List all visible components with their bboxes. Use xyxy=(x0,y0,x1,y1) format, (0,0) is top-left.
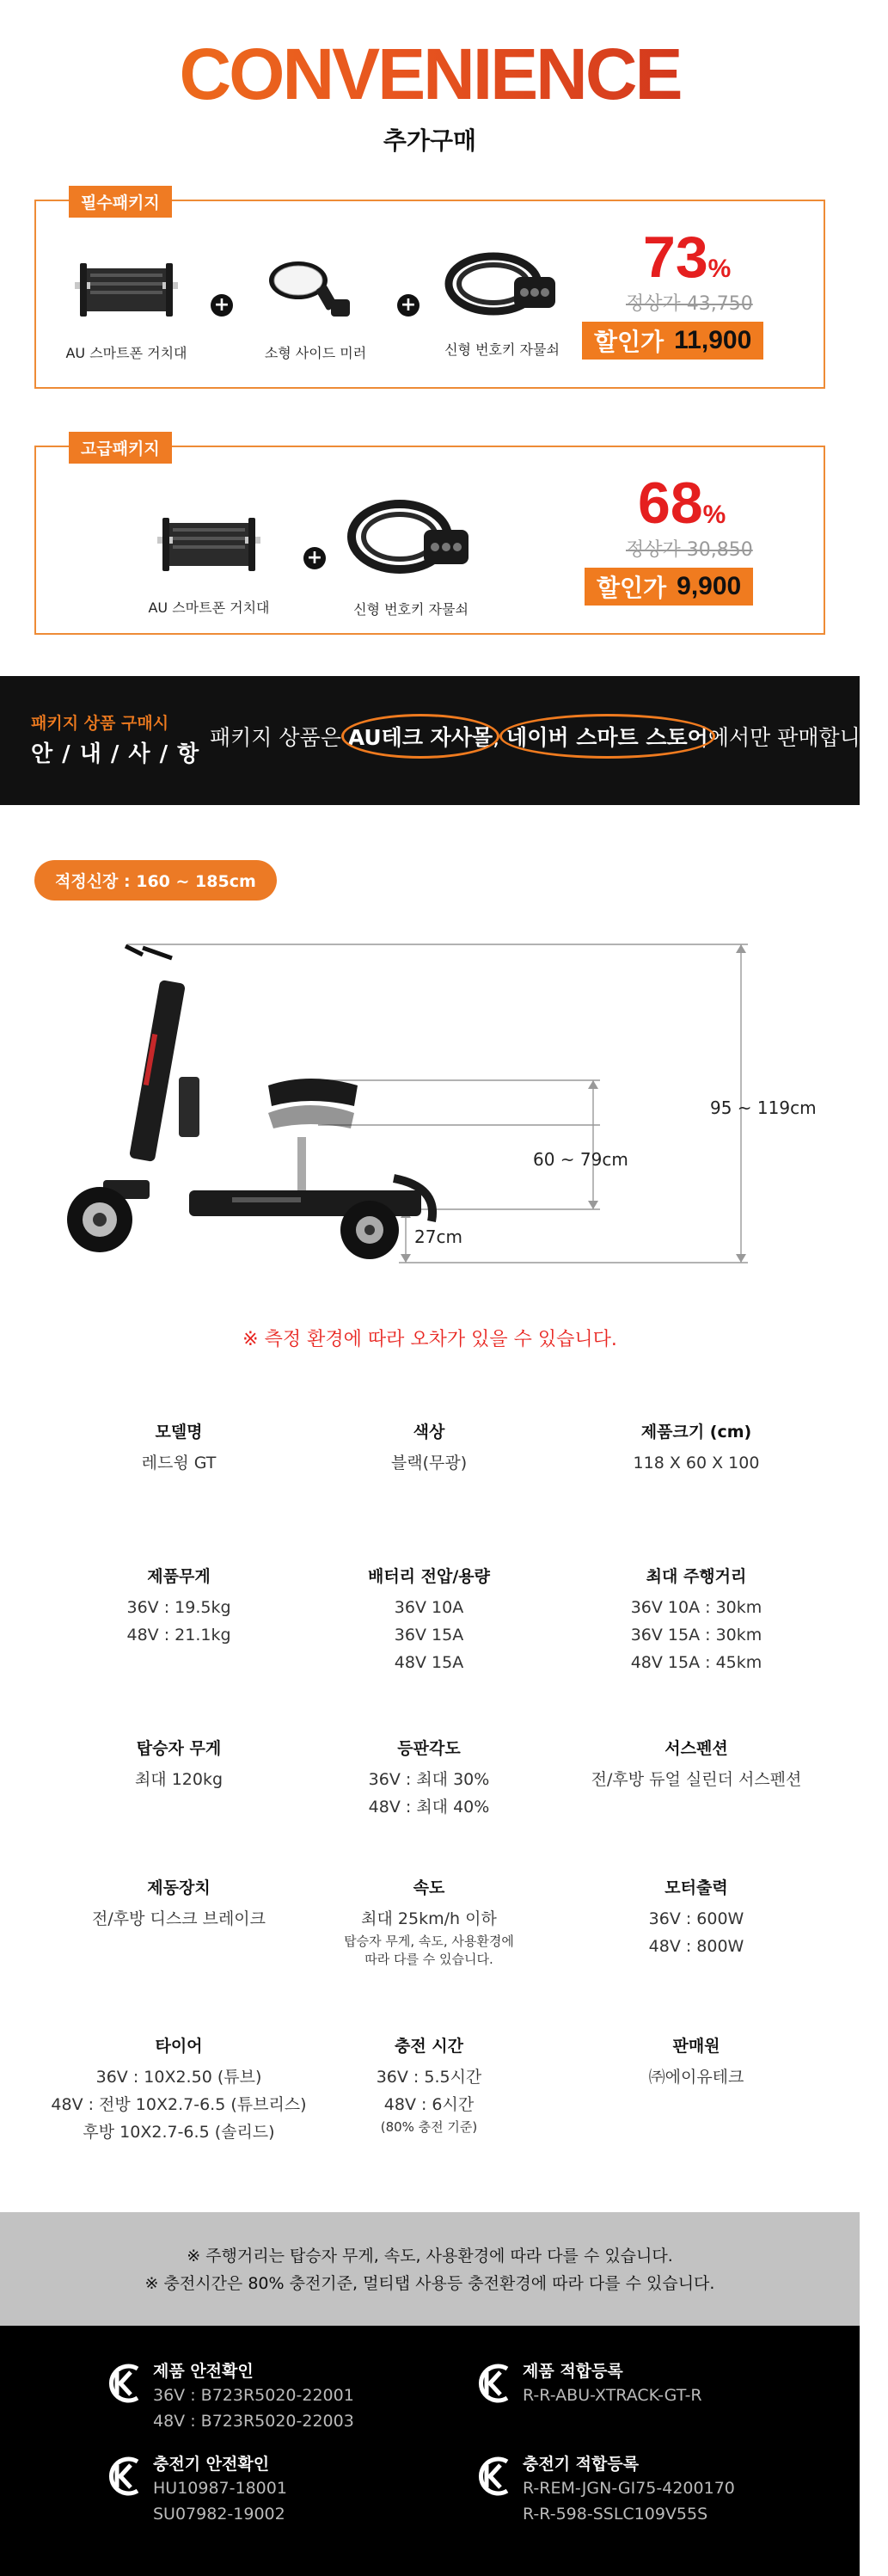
spec-value: 36V : 10X2.50 (튜브) xyxy=(95,2068,262,2087)
sale-label: 할인가 xyxy=(594,328,664,356)
spec-value: 최대 120kg xyxy=(134,1770,224,1789)
spec-item xyxy=(567,1564,825,1676)
package-item-name: 신형 번호키 자물쇠 xyxy=(444,341,560,358)
spec-title: 속도 xyxy=(413,1878,445,1897)
spec-item xyxy=(300,1736,558,1821)
discount-percent: % xyxy=(702,501,726,529)
spec-item xyxy=(50,1419,308,1477)
package-tag: 고급패키지 xyxy=(69,432,172,464)
kc-mark-icon xyxy=(103,2455,143,2498)
certification-footer xyxy=(0,2326,860,2576)
spec-item xyxy=(300,1875,558,1969)
cert-line: 36V : B723R5020-22001 xyxy=(153,2386,354,2405)
spec-title: 충전 시간 xyxy=(394,2037,464,2056)
spec-item xyxy=(50,1736,308,1793)
spec-value: 48V : 전방 10X2.7-6.5 (튜브리스) xyxy=(51,2095,307,2114)
package-item xyxy=(136,511,282,617)
cert-title: 충전기 적합등록 xyxy=(523,2455,640,2474)
spec-value: 36V 15A xyxy=(394,1626,464,1645)
package-essential xyxy=(34,194,825,389)
spec-title: 색상 xyxy=(413,1423,445,1442)
plus-icon: + xyxy=(211,294,233,317)
highlight-ring xyxy=(341,714,499,759)
kc-mark-icon xyxy=(473,2455,512,2498)
spec-value: 전/후방 듀얼 실린더 서스펜션 xyxy=(591,1770,802,1789)
spec-value: 48V 15A : 45km xyxy=(630,1653,762,1672)
package-item-name: 소형 사이드 미러 xyxy=(264,345,367,361)
cert-title: 충전기 안전확인 xyxy=(153,2455,270,2474)
discount-percent: % xyxy=(707,255,732,283)
spec-title: 최대 주행거리 xyxy=(646,1567,747,1586)
note-line: ※ 주행거리는 탑승자 무게, 속도, 사용환경에 따라 다를 수 있습니다. xyxy=(187,2247,673,2266)
spec-value: 36V 15A : 30km xyxy=(630,1626,762,1645)
sale-label: 할인가 xyxy=(597,574,667,602)
cable-lock-icon xyxy=(442,251,562,323)
spec-value: ㈜에이유테크 xyxy=(648,2068,744,2087)
notice-text-mid: , xyxy=(493,725,507,750)
deck-height-label: 27cm xyxy=(414,1227,462,1247)
spec-value: 후방 10X2.7-6.5 (솔리드) xyxy=(83,2123,275,2142)
spec-value: 48V : 21.1kg xyxy=(126,1626,231,1645)
package-item-name: AU 스마트폰 거치대 xyxy=(148,599,270,616)
spec-title: 탑승자 무게 xyxy=(136,1739,222,1758)
spec-value: 48V : 6시간 xyxy=(383,2095,475,2114)
kc-mark-icon xyxy=(103,2362,143,2405)
spec-item xyxy=(567,2033,825,2091)
spec-note: 탑승자 무게, 속도, 사용환경에 xyxy=(344,1934,514,1949)
discount-rate xyxy=(638,470,726,537)
page-title: CONVENIENCE xyxy=(0,33,860,116)
spec-value: 118 X 60 X 100 xyxy=(633,1454,760,1472)
plus-icon: + xyxy=(303,547,326,569)
spec-item xyxy=(300,1419,558,1477)
cert-line: R-R-598-SSLC109V55S xyxy=(523,2505,708,2524)
package-item xyxy=(242,256,389,362)
cert-line: R-R-ABU-XTRACK-GT-R xyxy=(523,2386,702,2405)
sale-price-box xyxy=(585,568,753,606)
kc-mark-icon xyxy=(473,2362,512,2405)
spec-title: 배터리 전압/용량 xyxy=(367,1567,491,1586)
cert-line: HU10987-18001 xyxy=(153,2479,287,2498)
cert-title: 제품 안전확인 xyxy=(153,2362,254,2381)
spec-value: 48V : 최대 40% xyxy=(368,1798,490,1817)
notes-band xyxy=(0,2212,860,2326)
notice-text-pre: 패키지 상품은 xyxy=(210,725,348,750)
spec-title: 모델명 xyxy=(155,1423,203,1442)
highlight-naver-store-text: 네이버 스마트 스토어 xyxy=(506,725,708,750)
spec-title: 제품무게 xyxy=(147,1567,211,1586)
spec-item xyxy=(50,1875,308,1933)
sale-price-box xyxy=(582,322,763,360)
spec-title: 등판각도 xyxy=(397,1739,461,1758)
total-height-label: 95 ~ 119cm xyxy=(710,1097,817,1118)
notice-heading: 패키지 상품 구매시 xyxy=(31,714,169,733)
spec-title: 타이어 xyxy=(155,2037,203,2056)
measurement-warning: ※ 측정 환경에 따라 오차가 있을 수 있습니다. xyxy=(242,1329,617,1350)
highlight-ring xyxy=(499,714,715,759)
seat-height-label: 60 ~ 79cm xyxy=(533,1149,628,1170)
spec-value: 36V : 600W xyxy=(648,1909,744,1928)
sale-price: 11,900 xyxy=(674,326,752,354)
highlight-own-mall-text: AU테크 자사몰 xyxy=(347,725,493,750)
package-item xyxy=(425,251,579,359)
spec-title: 제동장치 xyxy=(147,1878,211,1897)
spec-item xyxy=(300,2033,558,2136)
sale-price: 9,900 xyxy=(677,572,742,600)
cert-line: 48V : B723R5020-22003 xyxy=(153,2412,354,2431)
notice-subheading: 안 / 내 / 사 / 항 xyxy=(31,741,200,767)
scooter-illustration xyxy=(67,946,432,1259)
highlight-naver-store xyxy=(506,721,708,752)
spec-value: 블랙(무광) xyxy=(390,1454,468,1472)
spec-value: 최대 25km/h 이하 xyxy=(361,1909,497,1928)
spec-item xyxy=(567,1875,825,1960)
spec-item xyxy=(567,1736,825,1793)
notice-message xyxy=(210,721,888,752)
spec-item xyxy=(300,1564,558,1676)
note-line: ※ 충전시간은 80% 충전기준, 멀티탭 사용등 충전환경에 따라 다를 수 있습니다. xyxy=(144,2274,715,2293)
spec-value: 36V : 최대 30% xyxy=(368,1770,490,1789)
spec-value: 36V 10A : 30km xyxy=(630,1598,762,1617)
package-item-name: AU 스마트폰 거치대 xyxy=(65,345,187,361)
spec-value: 48V : 800W xyxy=(648,1937,744,1956)
discount-rate xyxy=(643,224,731,291)
original-price: 정상가 43,750 xyxy=(626,293,753,315)
cert-line: R-REM-JGN-GI75-4200170 xyxy=(523,2479,735,2498)
package-item xyxy=(334,497,488,618)
side-mirror-icon xyxy=(264,256,367,323)
spec-item xyxy=(567,1419,825,1477)
spec-value: 48V 15A xyxy=(394,1653,464,1672)
spec-title: 모터출력 xyxy=(664,1878,728,1897)
spec-value: 36V 10A xyxy=(394,1598,464,1617)
highlight-own-mall xyxy=(348,721,493,752)
spec-title: 판매원 xyxy=(672,2037,720,2056)
notice-text-post: 에서만 판매합니다. xyxy=(707,725,888,750)
phone-holder-icon xyxy=(75,256,178,323)
spec-value: 전/후방 디스크 브레이크 xyxy=(91,1909,266,1928)
package-item-name: 신형 번호키 자물쇠 xyxy=(353,601,468,618)
package-tag: 필수패키지 xyxy=(69,186,172,218)
purchase-notice-band xyxy=(0,676,888,805)
spec-note: 따라 다를 수 있습니다. xyxy=(364,1952,493,1967)
original-price: 정상가 30,850 xyxy=(626,539,753,561)
discount-value: 68 xyxy=(638,470,703,536)
package-premium xyxy=(34,440,825,635)
spec-value: 36V : 5.5시간 xyxy=(376,2068,482,2087)
spec-title: 제품크기 (cm) xyxy=(640,1423,752,1442)
cert-title: 제품 적합등록 xyxy=(523,2362,623,2381)
spec-value: 레드윙 GT xyxy=(141,1454,217,1472)
cable-lock-icon xyxy=(346,497,475,583)
phone-holder-icon xyxy=(157,511,260,578)
page-subtitle: 추가구매 xyxy=(383,126,477,155)
plus-icon: + xyxy=(397,294,420,317)
cert-line: SU07982-19002 xyxy=(153,2505,285,2524)
scooter-dimension-diagram xyxy=(52,929,825,1307)
spec-title: 서스펜션 xyxy=(664,1739,728,1758)
spec-value: 36V : 19.5kg xyxy=(126,1598,231,1617)
discount-value: 73 xyxy=(643,224,708,290)
spec-note: (80% 충전 기준) xyxy=(380,2119,478,2135)
recommended-height-pill: 적정신장 : 160 ~ 185cm xyxy=(34,860,277,901)
package-item xyxy=(53,256,199,362)
spec-item xyxy=(50,2033,308,2146)
spec-item xyxy=(50,1564,308,1649)
